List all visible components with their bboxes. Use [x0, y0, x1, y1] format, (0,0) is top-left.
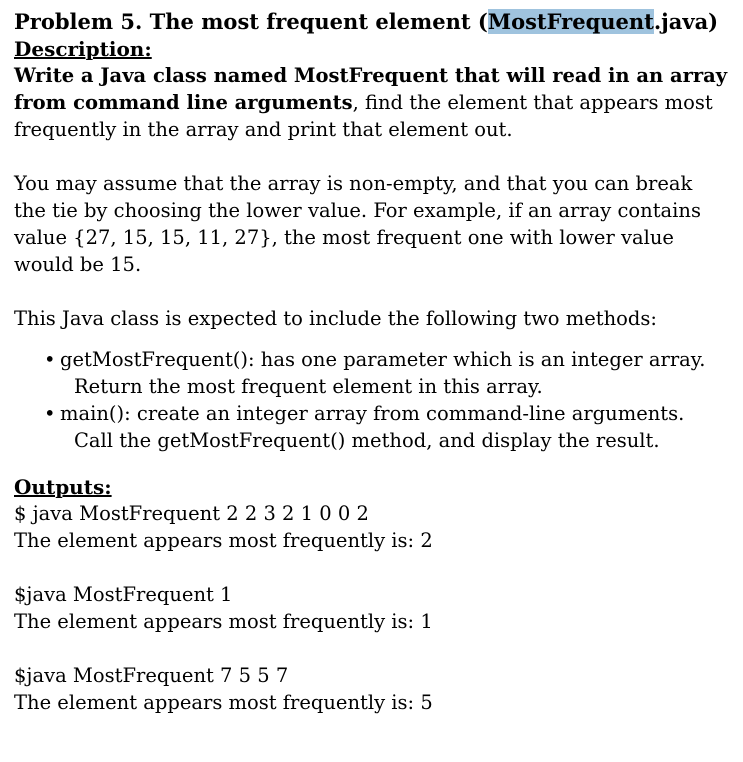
title-highlighted-selection[interactable]: MostFrequent — [487, 9, 654, 34]
output-result: The element appears most frequently is: 5 — [14, 691, 433, 714]
spacer — [14, 635, 729, 662]
output-command: $java MostFrequent 1 — [14, 583, 233, 606]
output-example-3 — [14, 662, 729, 716]
output-example-1 — [14, 500, 729, 554]
spacer — [14, 278, 729, 305]
title-suffix: .java) — [653, 9, 719, 34]
description-heading: Description: — [14, 37, 152, 61]
output-result: The element appears most frequently is: 1 — [14, 610, 433, 633]
method-line1: main(): create an integer array from command-line arguments. — [60, 402, 685, 425]
description-intro — [14, 62, 729, 143]
methods-list — [14, 346, 729, 454]
method-line1: getMostFrequent(): has one parameter which is an integer array. — [60, 348, 706, 371]
output-command: $ java MostFrequent 2 2 3 2 1 0 0 2 — [14, 502, 369, 525]
description-intro-rest: , find the element that appears most frequently in the array and print that element out. — [14, 91, 713, 141]
method-item-main — [44, 400, 729, 454]
outputs-heading: Outputs: — [14, 475, 112, 499]
spacer — [14, 143, 729, 170]
spacer — [14, 554, 729, 581]
methods-intro: This Java class is expected to include the following two methods: — [14, 307, 657, 330]
bullet-icon: • — [44, 348, 56, 371]
method-line2: Call the getMostFrequent() method, and display the result. — [74, 429, 660, 452]
title-prefix: Problem 5. The most frequent element ( — [14, 9, 488, 34]
output-result: The element appears most frequently is: 2 — [14, 529, 433, 552]
output-example-2 — [14, 581, 729, 635]
bullet-icon: • — [44, 402, 56, 425]
assumption-paragraph: You may assume that the array is non-empty, and that you can break the tie by choosing the lower value. For example, if an array contains value {27, 15, 15, 11, 27}, the most frequent one with lower value would be 15. — [14, 172, 701, 276]
spacer — [14, 454, 729, 474]
description-intro-bold: Write a Java class named MostFrequent that will read in an array from command line arguments — [14, 64, 728, 114]
method-item-getmostfrequent — [44, 346, 729, 400]
output-command: $java MostFrequent 7 5 5 7 — [14, 664, 289, 687]
method-line2: Return the most frequent element in this array. — [74, 375, 543, 398]
problem-title — [14, 8, 729, 36]
